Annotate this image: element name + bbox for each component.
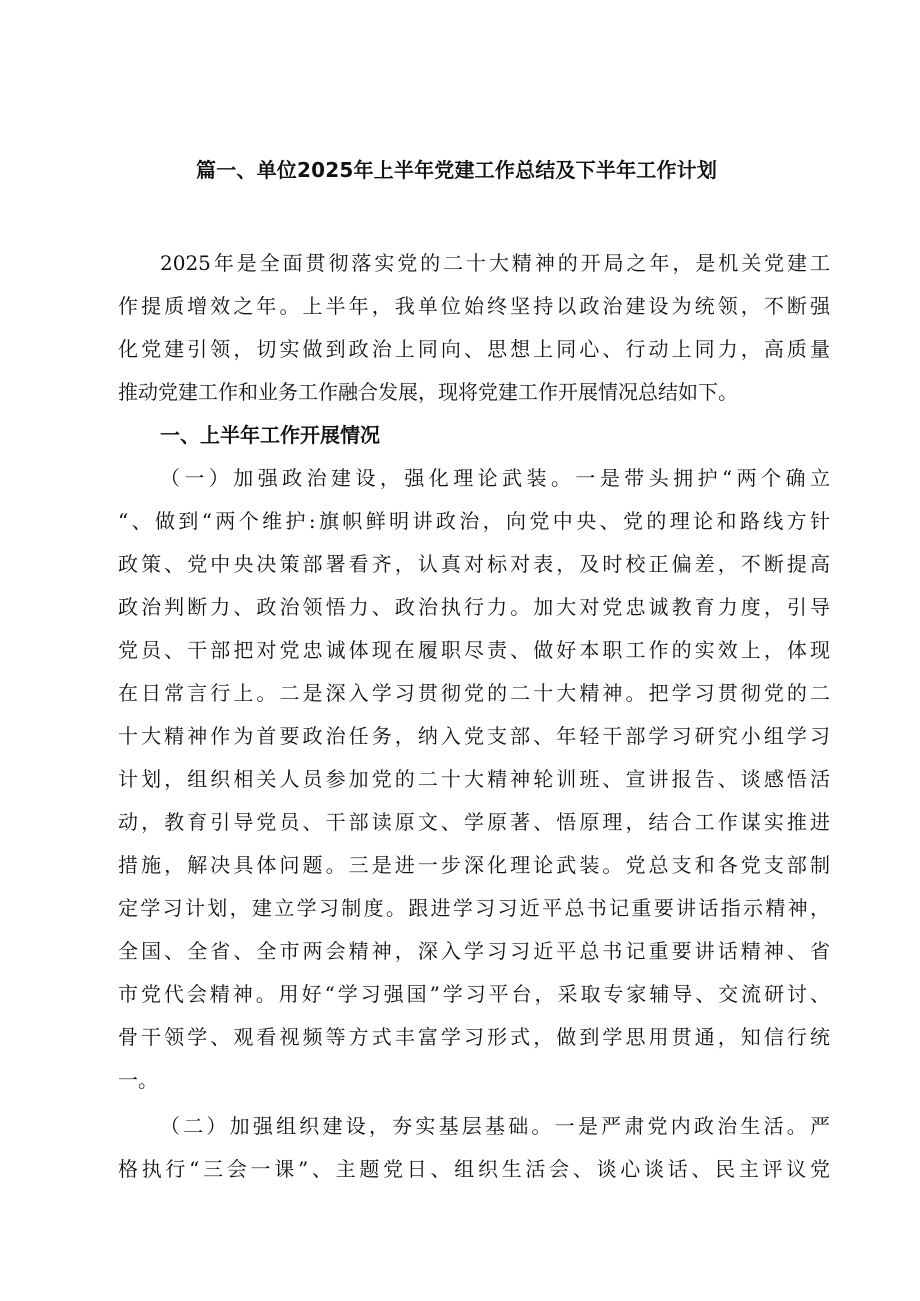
document-title: 篇一、单位2025年上半年党建工作总结及下半年工作计划 — [196, 158, 718, 182]
paragraph-line: 十大精神作为首要政治任务，纳入党支部、年轻干部学习研究小组学习 — [118, 724, 830, 748]
paragraph-line: 政治判断力、政治领悟力、政治执行力。加大对党忠诚教育力度，引导 — [118, 595, 830, 619]
paragraph-line: （一）加强政治建设，强化理论武装。一是带头拥护“两个确立 — [160, 466, 830, 490]
paragraph-line: 计划，组织相关人员参加党的二十大精神轮训班、宣讲报告、谈感悟活 — [118, 767, 830, 791]
paragraph-line: 政策、党中央决策部署看齐，认真对标对表，及时校正偏差，不断提高 — [118, 552, 830, 576]
paragraph-line: 骨干领学、观看视频等方式丰富学习形式，做到学思用贯通，知信行统 — [118, 1025, 830, 1049]
paragraph-line: （二）加强组织建设，夯实基层基础。一是严肃党内政治生活。严 — [160, 1114, 830, 1138]
paragraph-line: 格执行“三会一课”、主题党日、组织生活会、谈心谈话、民主评议党 — [118, 1157, 830, 1181]
section-heading: 一、上半年工作开展情况 — [160, 423, 380, 447]
paragraph-line: 全国、全省、全市两会精神，深入学习习近平总书记重要讲话精神、省 — [118, 939, 830, 963]
paragraph-line: 推动党建工作和业务工作融合发展，现将党建工作开展情况总结如下。 — [118, 380, 738, 404]
paragraph-line: 定学习计划，建立学习制度。跟进学习习近平总书记重要讲话指示精神， — [118, 896, 830, 920]
paragraph-line: 一。 — [118, 1068, 158, 1092]
paragraph-line: 动，教育引导党员、干部读原文、学原著、悟原理，结合工作谋实推进 — [118, 810, 830, 834]
paragraph-line: 党员、干部把对党忠诚体现在履职尽责、做好本职工作的实效上，体现 — [118, 638, 830, 662]
paragraph-line: 作提质增效之年。上半年，我单位始终坚持以政治建设为统领，不断强 — [118, 294, 830, 318]
paragraph-line: “、做到“两个维护:旗帜鲜明讲政治，向党中央、党的理论和路线方针 — [118, 509, 830, 533]
paragraph-line: 在日常言行上。二是深入学习贯彻党的二十大精神。把学习贯彻党的二 — [118, 681, 830, 705]
paragraph-line: 措施，解决具体问题。三是进一步深化理论武装。党总支和各党支部制 — [118, 853, 830, 877]
paragraph-line: 2025年是全面贯彻落实党的二十大精神的开局之年，是机关党建工 — [160, 251, 830, 275]
paragraph-line: 化党建引领，切实做到政治上同向、思想上同心、行动上同力，高质量 — [118, 337, 830, 361]
paragraph-line: 市党代会精神。用好“学习强国”学习平台，采取专家辅导、交流研讨、 — [118, 982, 830, 1006]
